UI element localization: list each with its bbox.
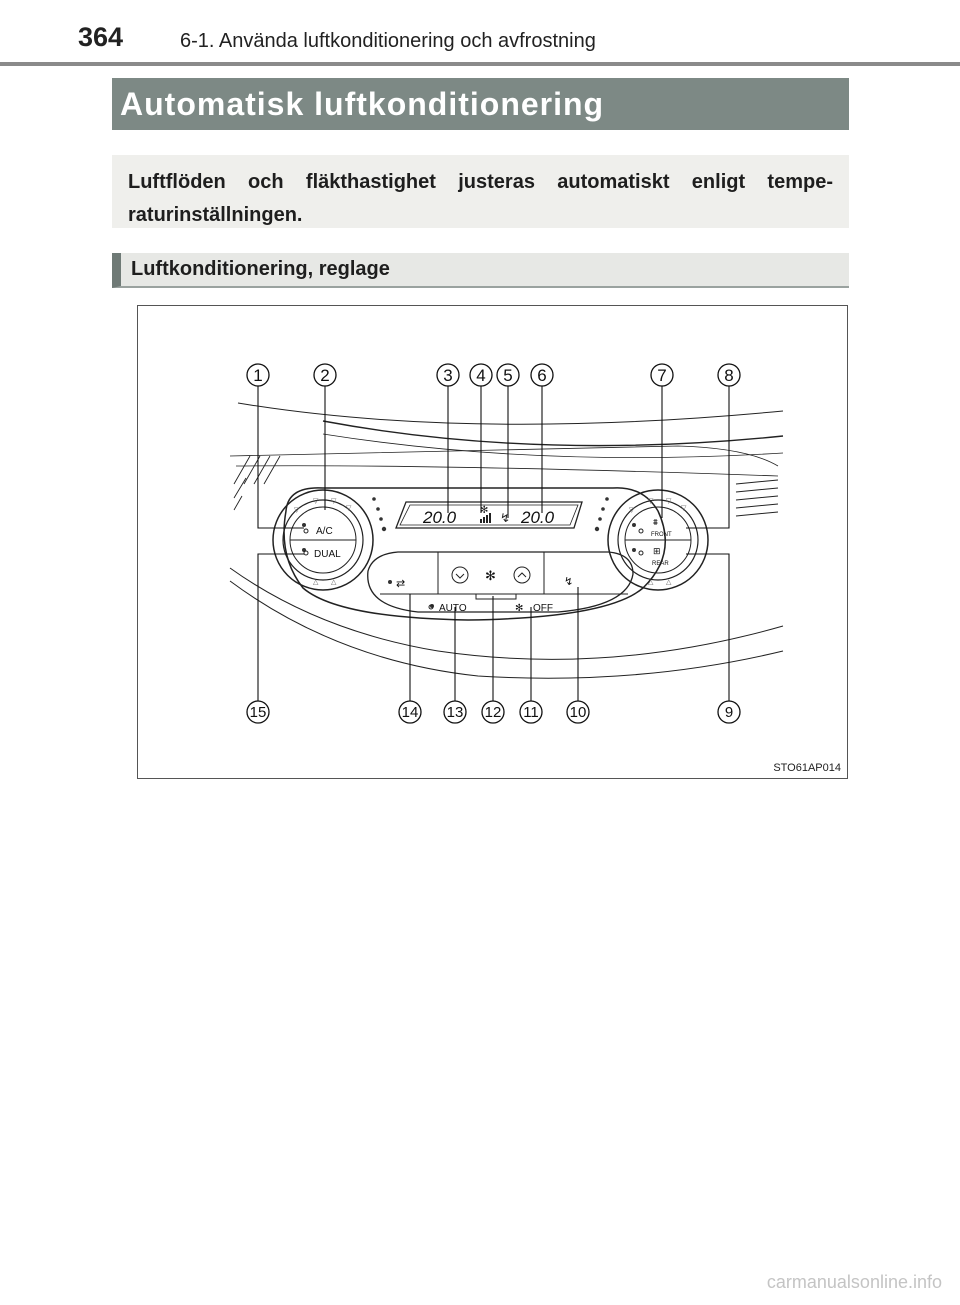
subheading-text: Luftkonditionering, reglage (131, 258, 390, 280)
intro-text: Luftflöden och fläkthastighet justeras automatiskt enligt tempe-raturinställningen. (128, 171, 833, 226)
ac-button-label: A/C (316, 526, 333, 537)
header-rule (0, 62, 960, 66)
front-defroster-icon: ⩩ (653, 517, 658, 527)
subheading-bar (112, 253, 849, 288)
callout-10: 10 (569, 704, 587, 721)
callout-3: 3 (443, 366, 453, 385)
callouts-bottom (247, 701, 740, 723)
rear-button-label: REAR (652, 561, 669, 567)
svg-text:▽: ▽ (629, 507, 635, 514)
auto-button-label: AUTO (439, 603, 467, 614)
callout-4: 4 (476, 366, 486, 385)
callout-14: 14 (401, 704, 419, 721)
callout-8: 8 (724, 366, 734, 385)
callout-6: 6 (537, 366, 547, 385)
callout-5: 5 (503, 366, 513, 385)
figure-code: STO61AP014 (773, 762, 841, 774)
callout-2: 2 (320, 366, 330, 385)
off-button-label: OFF (533, 603, 553, 614)
svg-text:△: △ (331, 579, 337, 586)
fan-icon: ✻ (485, 568, 496, 583)
running-header: 6-1. Använda luftkonditionering och avfrostning (180, 30, 596, 52)
page-number: 364 (78, 22, 124, 52)
callout-15: 15 (249, 704, 267, 721)
dual-button-label: DUAL (314, 549, 341, 560)
svg-text:▽: ▽ (294, 507, 300, 514)
callout-9: 9 (724, 704, 734, 721)
off-fan-icon: ✻ (515, 603, 524, 614)
rear-defroster-icon: ⊞ (653, 546, 661, 556)
svg-text:▽: ▽ (666, 498, 672, 505)
callout-7: 7 (657, 366, 667, 385)
display-left-temp: 20.0 (423, 508, 457, 527)
svg-text:△: △ (666, 579, 672, 586)
svg-text:▽: ▽ (681, 505, 687, 512)
callouts-top (247, 364, 740, 386)
svg-text:△: △ (313, 579, 319, 586)
callout-1: 1 (253, 366, 263, 385)
section-title: Automatisk luftkonditionering (120, 85, 605, 122)
climate-control-figure (137, 305, 848, 779)
watermark: carmanualsonline.info (766, 1272, 942, 1292)
svg-text:▽: ▽ (648, 498, 654, 505)
section-title-bar (112, 78, 849, 130)
svg-text:△: △ (648, 579, 654, 586)
display-right-temp: 20.0 (521, 508, 555, 527)
callout-13: 13 (446, 704, 464, 721)
climate-panel-illustration (138, 306, 849, 780)
svg-text:▽: ▽ (331, 498, 337, 505)
intro-box (112, 155, 849, 228)
callout-11: 11 (523, 704, 539, 721)
front-button-label: FRONT (651, 532, 672, 538)
display-airflow-icon: ↯ (500, 511, 511, 525)
svg-text:▽: ▽ (346, 505, 352, 512)
recirculation-icon: ⇄ (396, 578, 406, 590)
display-fan-icon: ✻ (480, 505, 489, 516)
callout-12: 12 (484, 704, 502, 721)
svg-text:▽: ▽ (313, 498, 319, 505)
windshield-airflow-icon: ↯ (564, 576, 574, 588)
